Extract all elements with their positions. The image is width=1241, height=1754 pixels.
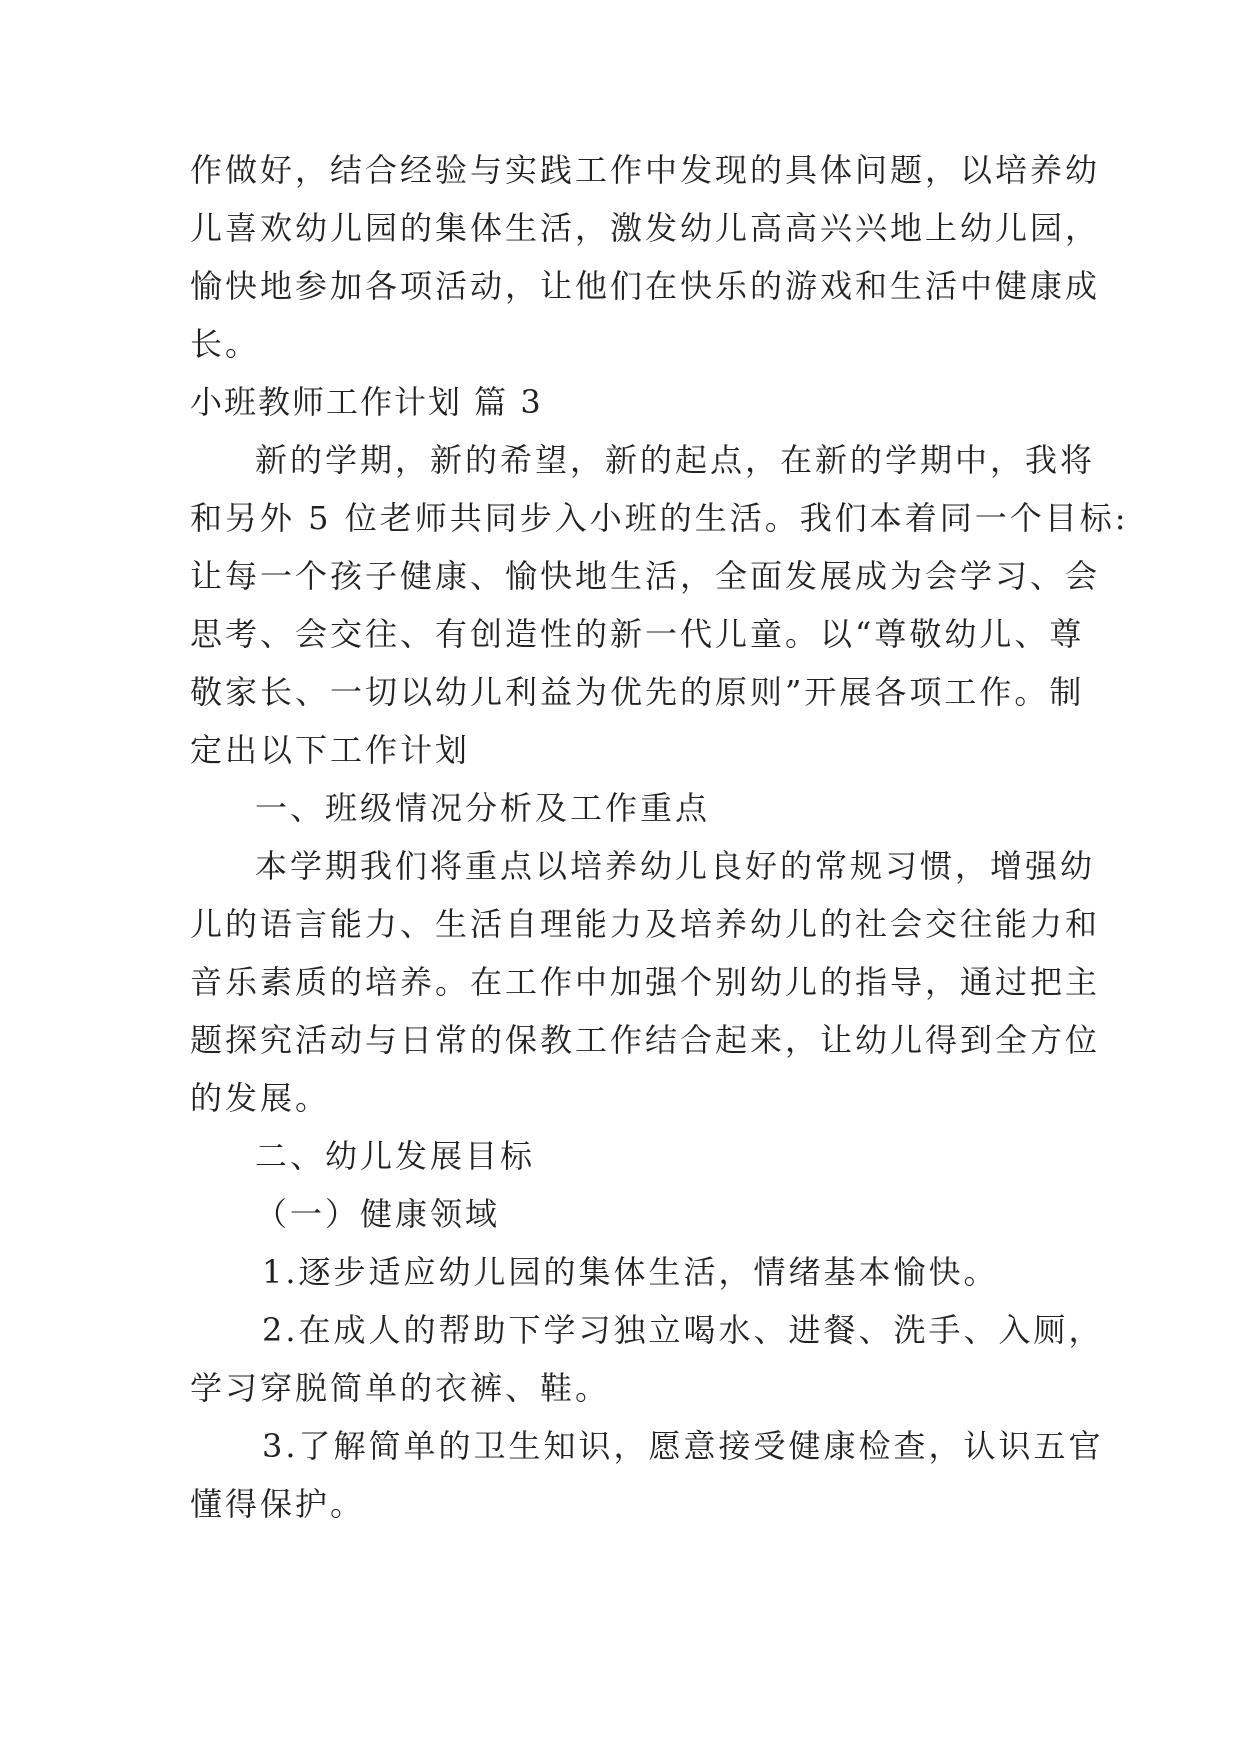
- paragraph-line: 儿的语言能力、生活自理能力及培养幼儿的社会交往能力和: [190, 905, 1101, 943]
- paragraph-line: 长。: [190, 325, 261, 363]
- paragraph-line: 和另外 5 位老师共同步入小班的生活。我们本着同一个目标:: [190, 499, 1129, 537]
- paragraph-line: 儿喜欢幼儿园的集体生活，激发幼儿高高兴兴地上幼儿园，: [190, 209, 1101, 247]
- paragraph-line: 敬家长、一切以幼儿利益为优先的原则”开展各项工作。制: [190, 673, 1085, 711]
- list-item-continuation: 学习穿脱简单的衣裤、鞋。: [190, 1369, 611, 1407]
- paragraph-line: 本学期我们将重点以培养幼儿良好的常规习惯，增强幼: [255, 847, 1096, 885]
- paragraph-line: 题探究活动与日常的保教工作结合起来，让幼儿得到全方位: [190, 1021, 1101, 1059]
- section-heading: 一、班级情况分析及工作重点: [255, 789, 711, 827]
- list-item-continuation: 懂得保护。: [190, 1485, 366, 1523]
- paragraph-line: 新的学期，新的希望，新的起点，在新的学期中，我将: [255, 441, 1096, 479]
- paragraph-line: 音乐素质的培养。在工作中加强个别幼儿的指导，通过把主: [190, 963, 1101, 1001]
- paragraph-line: 思考、会交往、有创造性的新一代儿童。以“尊敬幼儿、尊: [190, 615, 1085, 653]
- list-item: 3.了解简单的卫生知识，愿意接受健康检查，认识五官: [262, 1427, 1104, 1465]
- paragraph-line: 作做好，结合经验与实践工作中发现的具体问题，以培养幼: [190, 151, 1101, 189]
- subsection-heading: （一）健康领域: [255, 1195, 501, 1233]
- paragraph-line: 愉快地参加各项活动，让他们在快乐的游戏和生活中健康成: [190, 267, 1101, 305]
- list-item: 2.在成人的帮助下学习独立喝水、进餐、洗手、入厕，: [262, 1311, 1104, 1349]
- paragraph-line: 定出以下工作计划: [190, 731, 471, 769]
- paragraph-line: 让每一个孩子健康、愉快地生活，全面发展成为会学习、会: [190, 557, 1101, 595]
- section-title: 小班教师工作计划 篇 3: [190, 383, 543, 421]
- section-heading: 二、幼儿发展目标: [255, 1137, 536, 1175]
- list-item: 1.逐步适应幼儿园的集体生活，情绪基本愉快。: [262, 1253, 999, 1291]
- paragraph-line: 的发展。: [190, 1079, 331, 1117]
